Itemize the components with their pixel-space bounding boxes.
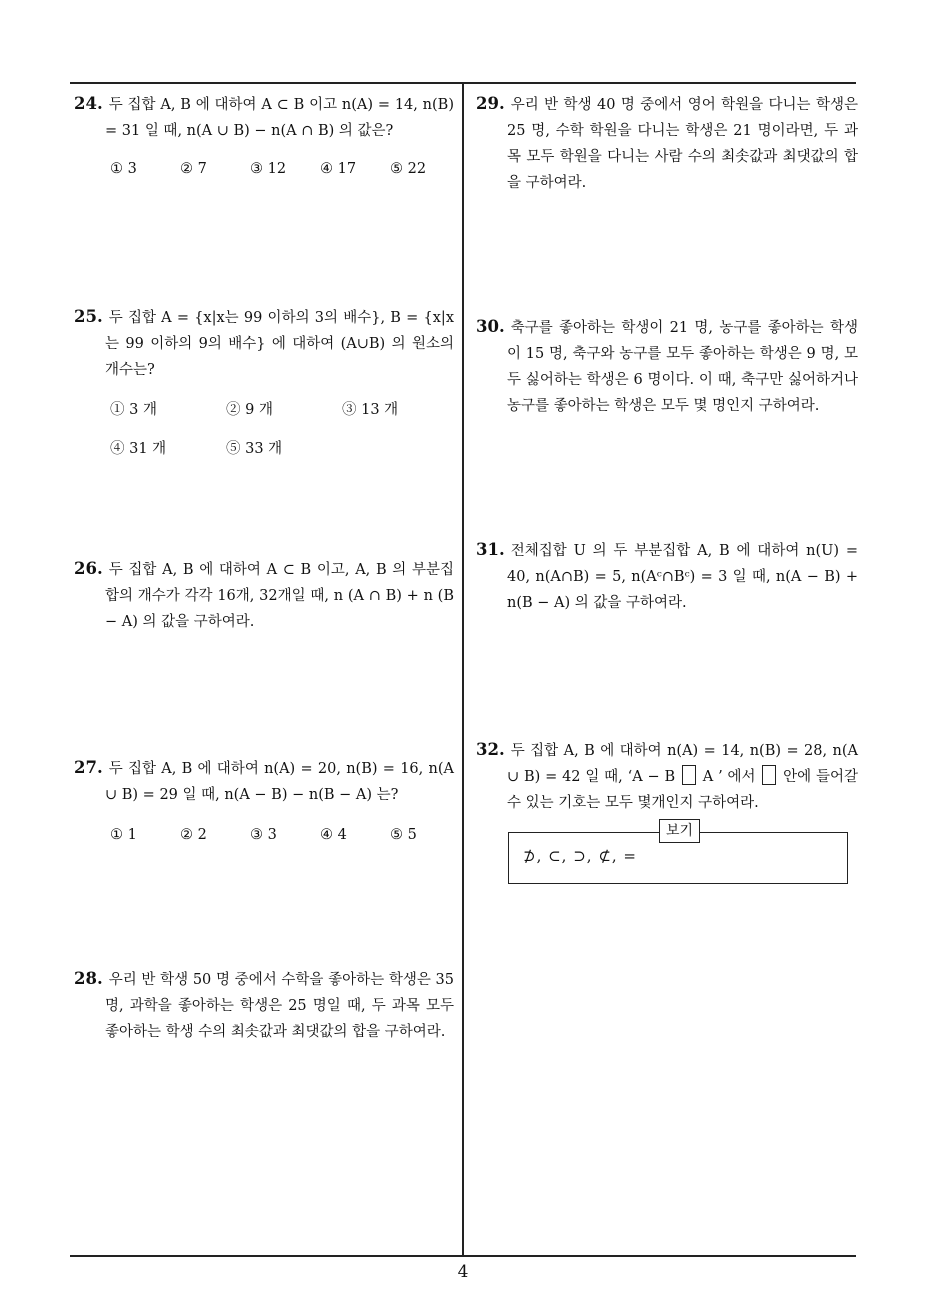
choice-2[interactable]: ② 9 개: [226, 402, 273, 418]
choice-5[interactable]: ⑤ 5: [390, 827, 417, 843]
choice-1[interactable]: ① 1: [110, 827, 137, 843]
choices-row-2: [74, 436, 454, 462]
example-box-content: ⊅, ⊂, ⊃, ⊄, =: [523, 847, 637, 865]
question-27: [74, 755, 454, 848]
question-number: 30.: [476, 317, 505, 336]
choices-row-1: [74, 397, 454, 423]
question-number: 26.: [74, 559, 103, 578]
question-number: 24.: [74, 94, 103, 113]
question-26: [74, 556, 454, 635]
choice-3[interactable]: ③ 3: [250, 827, 277, 843]
question-25: [74, 304, 454, 462]
question-28: [74, 966, 454, 1045]
choice-4[interactable]: ④ 17: [320, 161, 357, 177]
page-number: 4: [457, 1262, 469, 1282]
question-32: [476, 737, 858, 816]
question-number: 31.: [476, 540, 505, 559]
choice-5[interactable]: ⑤ 33 개: [226, 441, 283, 457]
question-text-part-2: A ’ 에서: [702, 769, 756, 785]
question-31: [476, 537, 858, 616]
choice-2[interactable]: ② 7: [180, 161, 207, 177]
choice-1[interactable]: ① 3: [110, 161, 137, 177]
question-text: 축구를 좋아하는 학생이 21 명, 농구를 좋아하는 학생이 15 명, 축구와 농구를 모두 좋아하는 학생은 9 명, 모두 싫어하는 학생은 6 명이다. 이 때, 축구만 싫어하거나 농구를 좋아하는 학생은 모두 몇 명인지 구하여라.: [507, 320, 858, 414]
question-text: 두 집합 A, B 에 대하여 A ⊂ B 이고 n(A) = 14, n(B) = 31 일 때, n(A ∪ B) − n(A ∩ B) 의 값은?: [105, 97, 454, 139]
blank-box[interactable]: [682, 765, 696, 785]
question-text-part-1: 두 집합 A, B 에 대하여 n(A) = 14, n(B) = 28, n(A ∪ B) = 42 일 때, ‘A − B: [507, 743, 858, 785]
choice-4[interactable]: ④ 4: [320, 827, 347, 843]
choice-4[interactable]: ④ 31 개: [110, 441, 167, 457]
choice-2[interactable]: ② 2: [180, 827, 207, 843]
question-24: [74, 91, 454, 182]
question-text: 두 집합 A = {x|x는 99 이하의 3의 배수}, B = {x|x는 99 이하의 9의 배수} 에 대하여 (A∪B) 의 원소의 개수는?: [105, 310, 454, 378]
blank-box[interactable]: [762, 765, 776, 785]
choices: [74, 822, 454, 848]
question-text: 두 집합 A, B 에 대하여 n(A) = 20, n(B) = 16, n(A ∪ B) = 29 일 때, n(A − B) − n(B − A) 는?: [105, 761, 454, 803]
example-box-title: 보기: [659, 819, 700, 843]
question-29: [476, 91, 858, 196]
question-number: 28.: [74, 969, 103, 988]
question-number: 29.: [476, 94, 505, 113]
question-text: 우리 반 학생 50 명 중에서 수학을 좋아하는 학생은 35 명, 과학을 좋아하는 학생은 25 명일 때, 두 과목 모두 좋아하는 학생 수의 최솟값과 최댓값의 합을 구하여라.: [105, 972, 454, 1040]
choices: [74, 156, 454, 182]
choice-3[interactable]: ③ 13 개: [342, 402, 399, 418]
question-text: 우리 반 학생 40 명 중에서 영어 학원을 다니는 학생은 25 명, 수학 학원을 다니는 학생은 21 명이라면, 두 과목 모두 학원을 다니는 사람 수의 최솟값과 최댓값의 합을 구하여라.: [507, 97, 858, 191]
question-number: 25.: [74, 307, 103, 326]
choice-3[interactable]: ③ 12: [250, 161, 287, 177]
question-number: 32.: [476, 740, 505, 759]
question-text: 전체집합 U 의 두 부분집합 A, B 에 대하여 n(U) = 40, n(A∩B) = 5, n(Aᶜ∩Bᶜ) = 3 일 때, n(A − B) + n(B − A) 의 값을 구하여라.: [507, 543, 858, 611]
question-number: 27.: [74, 758, 103, 777]
choice-5[interactable]: ⑤ 22: [390, 161, 427, 177]
question-30: [476, 314, 858, 419]
question-text: 두 집합 A, B 에 대하여 A ⊂ B 이고, A, B 의 부분집합의 개수가 각각 16개, 32개일 때, n (A ∩ B) + n (B − A) 의 값을 구하여라.: [105, 562, 454, 630]
choice-1[interactable]: ① 3 개: [110, 402, 157, 418]
example-box: [508, 823, 848, 884]
question-text-part-3: 안에 들어갈 수 있는 기호는 모두 몇개인지 구하여라.: [507, 769, 859, 811]
column-divider: [462, 82, 464, 1256]
bottom-rule: [70, 1255, 856, 1257]
